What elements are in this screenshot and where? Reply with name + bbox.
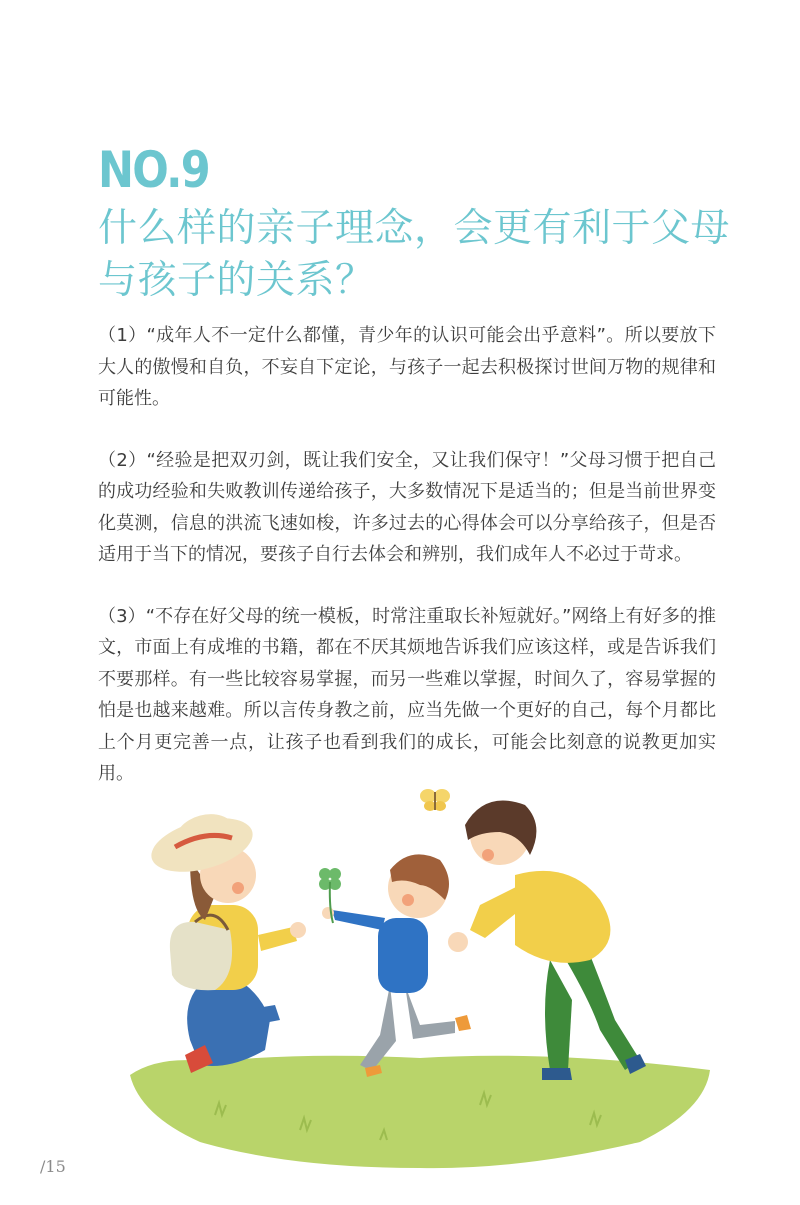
page-headline: 什么样的亲子理念，会更有利于父母与孩子的关系？ (98, 206, 731, 303)
paragraph-1: （1）“成年人不一定什么都懂，青少年的认识可能会出乎意料”。所以要放下大人的傲慢和自负，不妄自下定论，与孩子一起去积极探讨世间万物的规律和可能性。 (98, 325, 716, 409)
paragraph-3: （3）“不存在好父母的统一模板，时常注重取长补短就好。”网络上有好多的推文，市面上有成堆的书籍，都在不厌其烦地告诉我们应该这样，或是告诉我们不要那样。有一些比较容易掌握，而另一些难以掌握，时间久了，容易掌握的怕是也越来越难。所以言传身教之前，应当先做一个更好的自己，每个月都比上个月更完善一点，让孩子也看到我们的成长，可能会比刻意的说教更加实用。 (98, 605, 716, 784)
father-figure (448, 801, 646, 1081)
paragraph-2: （2）“经验是把双刃剑，既让我们安全，又让我们保守！”父母习惯于把自己的成功经验和失败教训传递给孩子，大多数情况下是适当的；但是当前世界变化莫测，信息的洪流飞速如梭，许多过去的心得体会可以分享给孩子，但是否适用于当下的情况，要孩子自行去体会和辨别，我们成年人不必过于苛求。 (98, 449, 716, 565)
mother-figure (146, 808, 306, 1073)
butterfly-icon (420, 789, 450, 811)
child-figure (322, 854, 471, 1077)
section-number: NO.9 (98, 141, 209, 199)
family-illustration (120, 770, 720, 1174)
page-number: /15 (40, 1157, 66, 1176)
article-body (98, 320, 716, 820)
